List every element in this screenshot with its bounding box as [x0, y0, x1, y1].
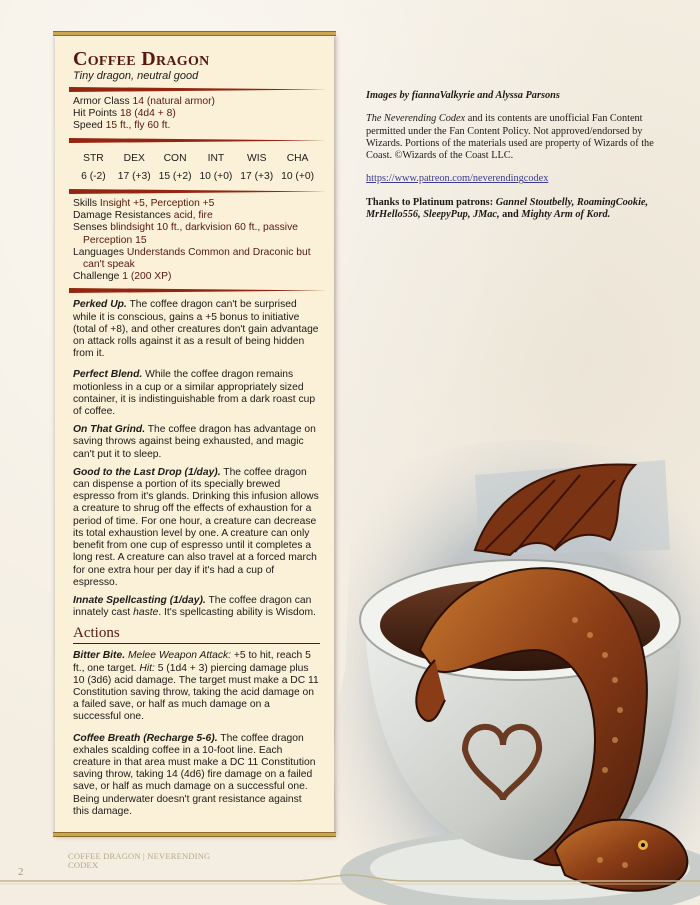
- coffee-dragon-illustration: [325, 420, 700, 905]
- actions-heading: Actions: [73, 625, 320, 644]
- page-number: 2: [18, 866, 24, 878]
- stat-block-top-bar: [53, 31, 336, 36]
- action-bitter-bite: Bitter Bite. Melee Weapon Attack: +5 to hit, reach 5 ft., one target. Hit: 5 (1d4 + 3) piercing damage plus 10 (3d6) acid damage. The target must make a DC 11 Constitution saving throw, taking the acid damage on a failed save, or half as much damage on a successful one.: [73, 650, 319, 723]
- divider: [69, 288, 327, 293]
- patron-thanks: Thanks to Platinum patrons: Gannel Stoutbelly, RoamingCookie, MrHello556, SleepyPup, JMac, and Mighty Arm of Kord.: [366, 196, 649, 221]
- speed: Speed 15 ft., fly 60 ft.: [73, 120, 171, 132]
- monster-name: Coffee Dragon: [73, 48, 210, 70]
- monster-type: Tiny dragon, neutral good: [73, 70, 199, 82]
- trait-name: Perfect Blend.: [73, 369, 143, 381]
- footer-ornament: [0, 873, 700, 889]
- ability-name: STR: [83, 152, 104, 164]
- languages: Languages Understands Common and Draconic but can't speak: [73, 246, 311, 271]
- armor-class: Armor Class 14 (natural armor): [73, 96, 215, 107]
- hit-points: Hit Points 18 (4d4 + 8): [73, 108, 176, 120]
- stat-block-bottom-bar: [53, 832, 336, 837]
- divider: [69, 87, 327, 92]
- image-credits: Images by fiannaValkyrie and Alyssa Parsons: [366, 90, 560, 101]
- trait: [73, 369, 320, 418]
- trait-name: On That Grind.: [73, 424, 146, 436]
- legal-disclaimer: The Neverending Codex and its contents are unofficial Fan Content permitted under the Fan Content Policy. Not approved/endorsed by Wizards. Portions of the materials used are property of Wizards of the Coast. ©Wizards of the Coast LLC.: [366, 113, 654, 162]
- ability-score: 17 (+3): [240, 170, 274, 182]
- ability-name: INT: [207, 152, 225, 164]
- trait: [73, 424, 320, 461]
- action-name: Coffee Breath (Recharge 5-6).: [73, 732, 218, 744]
- innate-spellcasting: Innate Spellcasting (1/day). The coffee dragon can innately cast haste. It's spellcasting ability is Wisdom.: [73, 594, 316, 619]
- senses: Senses blindsight 10 ft., darkvision 60 ft., passive Perception 15: [73, 222, 298, 246]
- trait-text: While the coffee dragon remains motionless in a cup or a similar appropriately sized container, it is indistinguishable from a dark roast cup of coffee.: [73, 369, 316, 418]
- ability-score: 17 (+3): [117, 170, 151, 182]
- ability-name: WIS: [247, 152, 267, 164]
- trait-text: The coffee dragon has advantage on saving throws against being exhausted, and magic can't put it to sleep.: [73, 424, 316, 460]
- ability-score: 10 (+0): [281, 170, 315, 182]
- running-footer-title: COFFEE DRAGON | NEVERENDING CODEX: [68, 851, 211, 870]
- ability-score: 15 (+2): [158, 170, 192, 182]
- ability-name: CON: [163, 152, 187, 164]
- skills: Skills Insight +5, Perception +5: [73, 198, 215, 210]
- codex-title: The Neverending Codex: [366, 113, 466, 125]
- stat-block: [55, 34, 334, 834]
- trait-text: The coffee dragon can't be surprised while it is conscious, gains a +5 bonus to initiative (total of +8), and other creatures don't gain advantage on attack rolls against it as a result of being hidden from it.: [73, 299, 319, 360]
- ability-score: 6 (-2): [81, 170, 106, 182]
- ability-name: DEX: [123, 152, 145, 164]
- credits: [366, 90, 656, 232]
- divider: [69, 138, 327, 143]
- action-name: Bitter Bite.: [73, 650, 126, 662]
- action-coffee-breath: Coffee Breath (Recharge 5-6). The coffee dragon exhales scalding coffee in a 10-foot line. Each creature in that area must make a DC 11 Constitution saving throw, taking 14 (4d6) fire damage on a failed save, or half as much damage on a successful one. Being underwater doesn't grant resistance against this damage.: [73, 732, 316, 817]
- divider: [69, 189, 327, 194]
- trait-name: Perked Up.: [73, 299, 127, 311]
- trait-name: Innate Spellcasting (1/day).: [73, 594, 206, 606]
- trait-name: Good to the Last Drop (1/day).: [73, 466, 221, 478]
- spell-name: haste: [133, 607, 159, 619]
- trait-text: The coffee dragon can dispense a portion of its specially brewed espresso from it's glands. Drinking this infusion allows a creature to shrug off the effects of exhaustion for a period of time. For one hour, a creature can decrease its total exhaustion level by one. A creature can only benefit from one cup of espresso until it completes a long rest. A creature can also travel at a forced march for one extra hour per day if it's had a cup of espresso.: [73, 466, 319, 588]
- trait: [73, 467, 320, 589]
- challenge: Challenge 1 (200 XP): [73, 271, 172, 283]
- ability-score: 10 (+0): [199, 170, 233, 182]
- patreon-link[interactable]: https://www.patreon.com/neverendingcodex: [366, 173, 549, 185]
- ability-name: CHA: [286, 152, 309, 164]
- trait: [73, 299, 320, 360]
- ability-scores: [73, 153, 318, 183]
- damage-resistances: Damage Resistances acid, fire: [73, 210, 213, 222]
